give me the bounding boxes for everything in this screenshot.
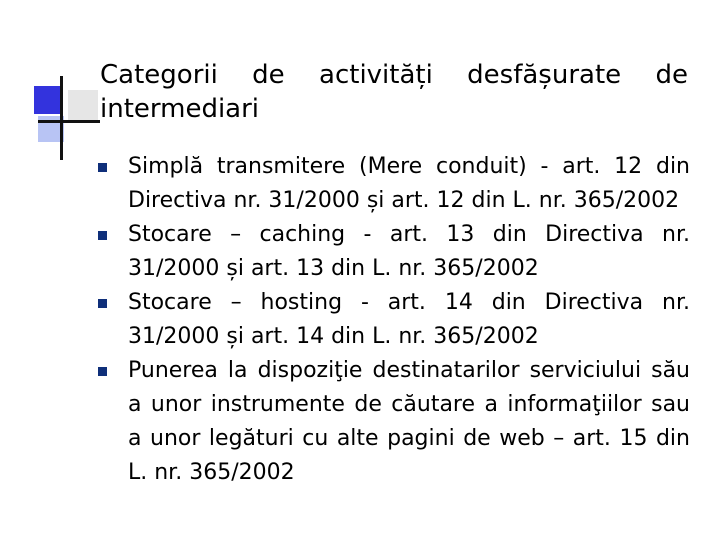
square-bullet-icon	[98, 367, 107, 376]
list-item-text: Simplă transmitere (Mere conduit) - art. 12 din Directiva nr. 31/2000 și art. 12 din L. nr. 365/2002	[128, 154, 690, 213]
decorative-blue-square	[34, 86, 62, 114]
list-item	[98, 286, 690, 354]
square-bullet-icon	[98, 163, 107, 172]
list-item	[98, 218, 690, 286]
list-item	[98, 150, 690, 218]
slide-title-line-1: Categorii de activități desfășurate de	[100, 60, 688, 90]
bullet-list	[98, 150, 690, 490]
slide-title	[100, 58, 688, 126]
list-item-text: Punerea la dispoziţie destinatarilor serviciului său a unor instrumente de căutare a informaţiilor sau a unor legături cu alte pagini de web – art. 15 din L. nr. 365/2002	[128, 358, 690, 485]
decorative-vertical-line	[60, 76, 63, 160]
decorative-gray-square	[68, 90, 98, 120]
square-bullet-icon	[98, 231, 107, 240]
slide-title-line-2: intermediari	[100, 94, 260, 124]
list-item-text: Stocare – caching - art. 13 din Directiva nr. 31/2000 și art. 13 din L. nr. 365/2002	[128, 222, 690, 281]
square-bullet-icon	[98, 299, 107, 308]
decorative-horizontal-line	[38, 120, 100, 123]
list-item	[98, 354, 690, 490]
list-item-text: Stocare – hosting - art. 14 din Directiva nr. 31/2000 și art. 14 din L. nr. 365/2002	[128, 290, 690, 349]
